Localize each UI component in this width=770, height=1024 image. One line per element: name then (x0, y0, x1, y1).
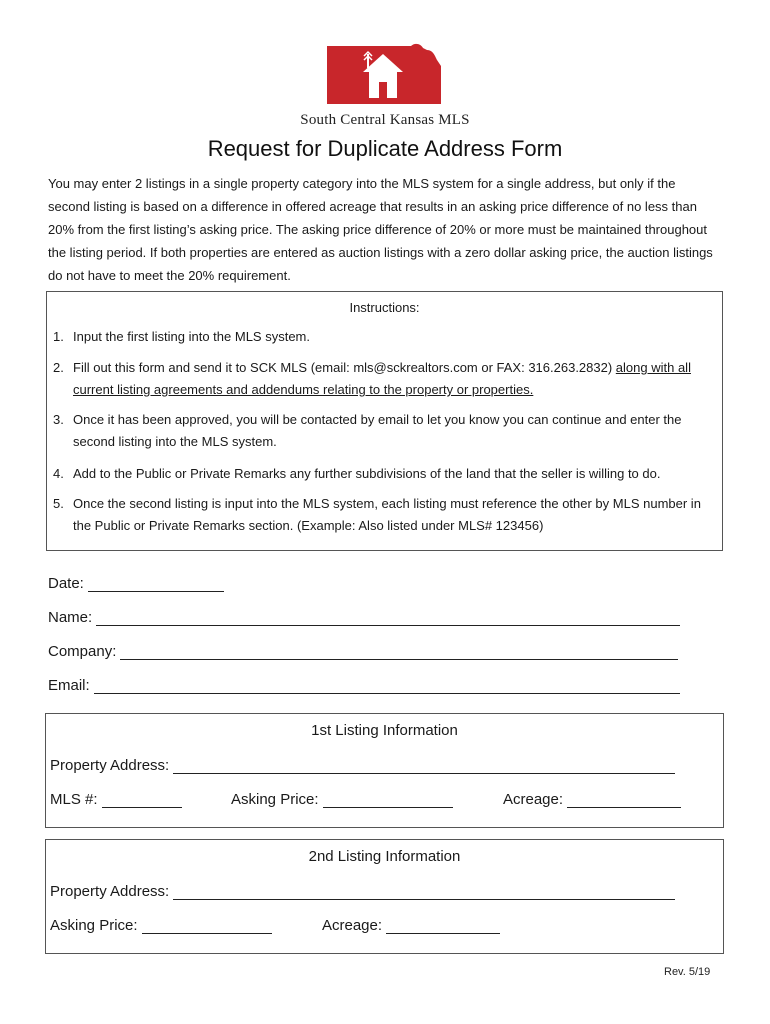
name-label: Name: (48, 609, 93, 626)
first-mls-field (50, 790, 182, 808)
first-listing-title: 1st Listing Information (311, 722, 458, 739)
first-price-field (231, 790, 453, 808)
item-number: 4. (53, 466, 64, 481)
email-field (48, 676, 680, 694)
kansas-house-logo-icon (325, 40, 445, 108)
date-input-line[interactable] (88, 574, 224, 592)
acreage-input-line[interactable] (567, 790, 681, 808)
address-label: Property Address: (50, 883, 170, 900)
revision-note: Rev. 5/19 (664, 966, 711, 978)
company-field (48, 642, 678, 660)
address-label: Property Address: (50, 757, 170, 774)
item-number: 2. (53, 360, 64, 375)
item-text: Once it has been approved, you will be contacted by email to let you know you can continue and enter the second listing into the MLS system. (73, 412, 682, 449)
intro-paragraph: You may enter 2 listings in a single property category into the MLS system for a single address, but only if the second listing is based on a difference in offered acreage that results in an asking price difference of no less than 20% from the first listing’s asking price. The asking price difference of 20% or more must be maintained throughout the listing period. If both properties are entered as auction listings with a zero dollar asking price, the auction listings do not have to meet the 20% requirement. (48, 176, 713, 283)
name-input-line[interactable] (96, 608, 680, 626)
acreage-input-line[interactable] (386, 916, 500, 934)
logo (0, 40, 770, 129)
acreage-label: Acreage: (322, 917, 383, 934)
first-listing-box (45, 713, 724, 828)
second-listing-title: 2nd Listing Information (308, 848, 461, 865)
first-address-field (50, 756, 675, 774)
second-acreage-field (322, 916, 500, 934)
item-number: 3. (53, 412, 64, 427)
logo-text: South Central Kansas MLS (300, 112, 470, 128)
price-label: Asking Price: (50, 917, 138, 934)
second-address-field (50, 882, 675, 900)
second-listing-box (45, 839, 724, 954)
first-acreage-field (503, 790, 681, 808)
acreage-label: Acreage: (503, 791, 564, 808)
address-input-line[interactable] (173, 756, 675, 774)
item-text: Add to the Public or Private Remarks any further subdivisions of the land that the seller is willing to do. (73, 466, 661, 481)
item-number: 5. (53, 496, 64, 511)
company-input-line[interactable] (120, 642, 678, 660)
page-title: Request for Duplicate Address Form (207, 136, 563, 161)
price-input-line[interactable] (142, 916, 272, 934)
item-text: Once the second listing is input into the MLS system, each listing must reference the other by MLS number in the Public or Private Remarks section. (Example: Also listed under MLS# 123456) (73, 496, 701, 533)
item-underlined-text: along with all current listing agreements and addendums relating to the property or properties. (73, 360, 691, 397)
instructions-box (46, 291, 723, 551)
item-number: 1. (53, 329, 64, 344)
date-field (48, 574, 224, 592)
mls-input-line[interactable] (102, 790, 182, 808)
name-field (48, 608, 680, 626)
instructions-heading: Instructions: (349, 300, 420, 315)
mls-label: MLS #: (50, 791, 98, 808)
price-label: Asking Price: (231, 791, 319, 808)
email-input-line[interactable] (94, 676, 680, 694)
email-label: Email: (48, 677, 90, 694)
price-input-line[interactable] (323, 790, 453, 808)
date-label: Date: (48, 575, 84, 592)
item-text: Fill out this form and send it to SCK MLS (email: mls@sckrealtors.com or FAX: 316.263.2832) (73, 360, 616, 375)
address-input-line[interactable] (173, 882, 675, 900)
company-label: Company: (48, 643, 117, 660)
item-text: Input the first listing into the MLS system. (73, 329, 310, 344)
second-price-field (50, 916, 272, 934)
